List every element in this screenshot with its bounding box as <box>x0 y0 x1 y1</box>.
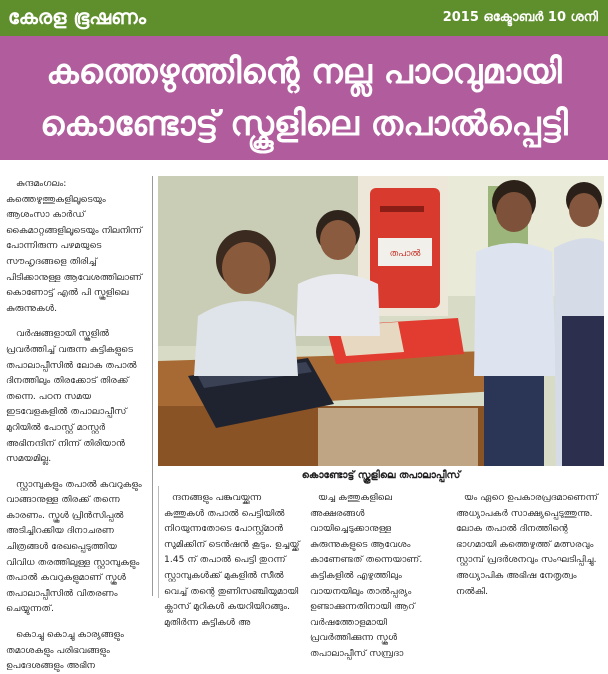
article-paragraph: സ്റ്റാമ്പുകളും തപാൽ കവറുകളും വാങ്ങാനുള്ള തിരക്ക് തന്നെ കാരണം. സ്കൂൾ പ്രിൻസിപ്പൽ അടിച്ചിറക്കിയ ദിനാചരണ ചിത്രങ്ങൾ രേഖപ്പെടുത്തിയ വിവിധ തരത്തിലുള്ള സ്റ്റാമ്പുകളും തപാൽ കവറുകളുമാണ് സ്കൂൾ തപാലാപ്പീസിൽ വിതരണം ചെയ്യുന്നത്. <box>6 478 142 615</box>
article-column-3 <box>310 490 446 659</box>
article-column-2 <box>164 490 300 628</box>
article-paragraph: കുന്ദമംഗലം: കത്തെഴുത്തുകളിലൂടെയും ആശംസാ കാർഡ് കൈമാറ്റങ്ങളിലൂടെയും നിലനിന്ന് പോന്നിരുന്ന പഴമയുടെ സൗഹൃദങ്ങളെ തിരിച്ച് പിടിക്കാനുള്ള ആവേശത്തിലാണ് കൊണോട്ട് എൽ പി സ്കൂളിലെ കുരുന്നുകൾ. <box>6 178 143 314</box>
article-paragraph: യം ഏറെ ഉപകാരപ്രദമാണെന്ന് അധ്യാപകർ സാക്ഷ്യപ്പെടുത്തുന്നു. ലോക തപാൽ ദിനത്തിന്റെ ഭാഗമായി കത്തെഴുത്ത് മത്സരവും സ്റ്റാമ്പ് പ്രദർശനവും സംഘടിപ്പിച്ചു. അധ്യാപിക അഭിഷ നേതൃത്വം നൽകി. <box>456 492 599 597</box>
article-paragraph: യച്ച കത്തുകളിലെ അക്ഷരങ്ങൾ വായിച്ചെടുക്കാനുള്ള കുരുന്നുകളുടെ ആവേശം കാണേണ്ടത് തന്നെയാണ്. കുട്ടികളിൽ എഴുത്തിലും വായനയിലും താൽപ്പര്യം ഉണ്ടാക്കുന്നതിനായി ആറ് വർഷത്തോളമായി പ്രവർത്തിക്കുന്ന സ്കൂൾ തപാലാപ്പീസ് സമ്പ്രദാ <box>310 492 423 659</box>
newspaper-title: കേരള ഭൂഷണം <box>8 5 147 29</box>
article-paragraph: വർഷങ്ങളായി സ്കൂളിൽ പ്രവർത്തിച്ച് വരുന്ന കുട്ടികളുടെ തപാലാപ്പീസിൽ ലോക തപാൽ ദിനത്തിലും തിരക്കോട് തിരക്ക് തന്നെ. പഠന സമയ ഇടവേളകളിൽ തപാലാപ്പീസ് മുറിയിൽ പോസ്റ്റ് മാസ്റ്റർ അഭിനന്ദിന് നിന്ന് തിരിയാൻ സമയമില്ല. <box>6 328 137 465</box>
masthead <box>0 0 608 36</box>
child-shirt <box>194 301 298 376</box>
column-divider <box>158 486 159 598</box>
article-photo <box>158 176 604 466</box>
photo-caption: കൊണ്ടോട്ട് സ്കൂളിലെ തപാലാപ്പീസ് <box>301 470 461 481</box>
article-paragraph: ന്ദനങ്ങളും പങ്കുവയ്ക്കുന്ന കത്തുകൾ തപാൽ പെട്ടിയിൽ നിറയുന്നതോടെ പോസ്റ്റ്മാൻ സുമിക്കിന് ടെൻഷൻ കൂടും. ഉച്ചയ്ക്ക് 1.45 ന് തപാൽ പെട്ടി തുറന്ന് സ്റ്റാമ്പുകൾക്ക് മുകളിൽ സീൽ വെച്ച് തന്റെ തുണിസഞ്ചിയുമായി ക്ലാസ് മുറികൾ കയറിയിറങ്ങും. മുതിർന്ന കുട്ടികൾ അ <box>164 492 300 628</box>
classroom-post-office-illustration <box>158 176 604 466</box>
article-column-4 <box>456 490 602 598</box>
column-divider <box>152 176 153 596</box>
article-left-column <box>6 176 146 672</box>
headline <box>0 36 608 160</box>
postbox-label: തപാൽ <box>389 249 421 259</box>
headline-band <box>0 36 608 160</box>
article-paragraph: കൊച്ചു കൊച്ചു കാര്യങ്ങളും തമാശകളും പരിഭവങ്ങളും ഉപദേശങ്ങളും അഭിന <box>6 629 124 672</box>
article-body <box>0 160 608 672</box>
headline-line-2: കൊണ്ടോട്ട് സ്കൂളിലെ തപാൽപ്പെട്ടി <box>40 104 568 144</box>
headline-line-1: കത്തെഴുത്തിന്റെ നല്ല പാഠവുമായി <box>46 52 562 92</box>
issue-date: 2015 ഒക്ടോബർ 10 ശനി <box>442 10 598 25</box>
